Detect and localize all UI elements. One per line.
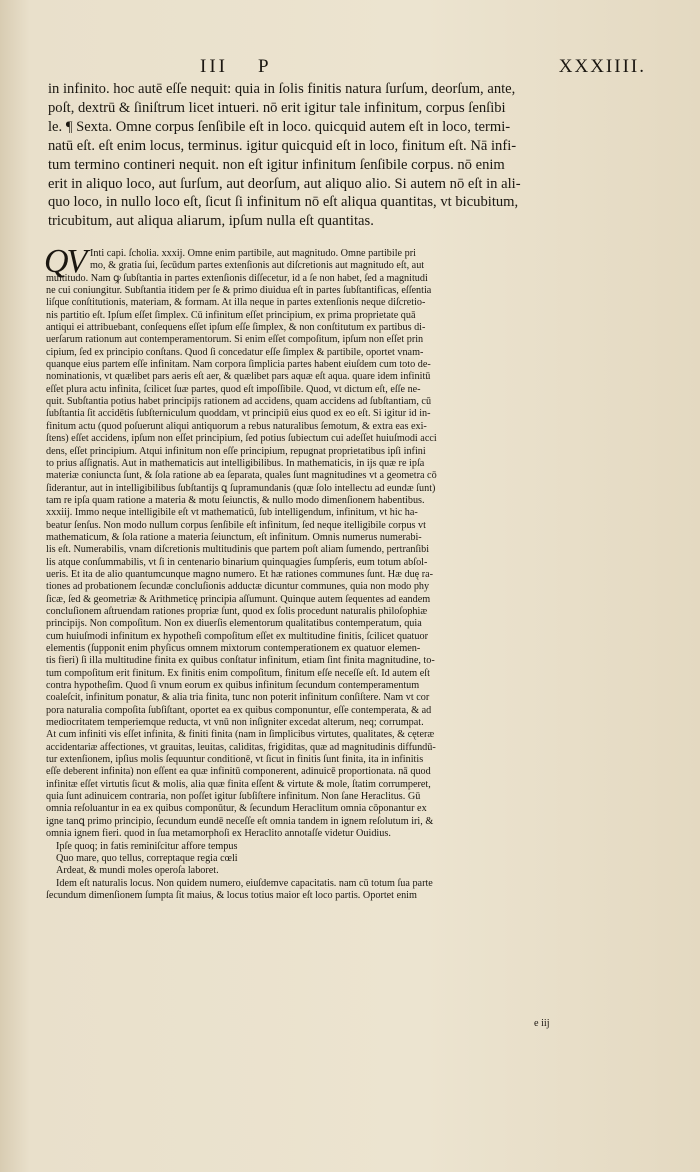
commentary-line: Ardeat, & mundi moles operoſa laboret.: [56, 865, 219, 877]
commentary-line: omnia reſoluantur in ea ex quibus componūtur, & ſecundum Heraclitum omnia cōponantur ex: [46, 803, 427, 815]
commentary-line: cum huiuſmodi infinitum ex hypotheſi compoſitum eſſet ex multitudine finitis, ſcilicet quatuor: [46, 630, 428, 642]
commentary-line: Inti capi. ſcholia. xxxij. Omne enim partibile, aut magnitudo. Omne partibile pri: [90, 248, 416, 259]
commentary-line: uerſarum rationum aut contemperamentorum. Si enim eſſet compoſitum, ipſum non eſſet prin: [46, 334, 424, 346]
commentary-line: Quo mare, quo tellus, correptaque regia cœli: [56, 852, 238, 864]
commentary-line: materiæ coniuncta ſunt, & ſola ratione ab ea ſeparata, quales ſunt magnitudines vt a geometra cō: [46, 470, 437, 482]
commentary-line: contra hypotheſim. Quod ſi vnum eorum ex quibus infinitum ſecundum contemperamentum: [46, 680, 420, 692]
commentary-line: concluſionem aſtruendam rationes propriæ ſunt, quod ex ſolis procedunt naturalis philoſophiæ: [46, 605, 428, 617]
commentary-line: liſque conſtitutionis, materiam, & formam. At illa neque in partes extenſionis neque diſcretio-: [46, 297, 426, 309]
commentary-line: accidentariæ affectiones, vt grauitas, leuitas, caliditas, frigiditas, quæ ad magnitudinis diffundū-: [46, 741, 436, 753]
commentary-line: ſicæ, ſed & geometriæ & Arithmeticę principia aſſumunt. Quinque autem ſequentes ad eandem: [46, 593, 431, 605]
commentary-line: infinitæ eſſet virtutis ſicut & molis, alia quæ finita eſſent & virtute & mole, ſtatim corrumperet,: [46, 778, 431, 790]
commentary-line: coaleſcit, infinitum ponatur, & alia tria finita, tunc non poterit infinitum conſiſtere. Nam vt cor: [46, 692, 430, 704]
commentary-line: multitudo. Nam ꝙ ſubſtantia in partes extenſionis diſſecetur, id a ſe non habet, ſed a magnitudi: [46, 272, 428, 284]
commentary-line: lis atque conſummabilis, vt ſi in centenario binarium quinquagies ſumpſeris, eum totum abſol-: [46, 556, 428, 568]
commentary-line: finitum actu (quod poſuerunt aliqui antiquorum a rebus naturalibus ſemotum, & extra eas exi-: [46, 420, 427, 432]
commentary-line: lis eſt. Numerabilis, vnam diſcretionis multitudinis que partem poſt aliam ſumendo, pertranſibi: [46, 544, 430, 556]
commentary-line: Ipſe quoq; in fatis reminiſcitur affore tempus: [56, 840, 238, 852]
commentary-line: eſſe deberent infinita) non eſſent ea quæ infinitū componerent, adinuicē proportionata. nā quod: [46, 766, 431, 778]
folio-number: XXXIIII.: [558, 56, 646, 77]
folio-label-left: III: [200, 56, 228, 77]
commentary-line: igne tanꝗ primo principio, ſecundum eundē neceſſe eſt omnia tandem in ignem reſolutum iri, &: [46, 815, 434, 827]
text-line: le. ¶ Sexta. Omne corpus ſenſibile eſt in loco. quicquid autem eſt in loco, termi-: [48, 118, 511, 135]
commentary-line: ſecundum dimenſionem ſumpta ſit maius, & locus totius maior eſt loco partis. Oportet enim: [46, 889, 417, 901]
commentary-line: nis partitio eſt. Ipſum eſſet ſimplex. Cū infinitum eſſet principium, ex prima proprietate quā: [46, 309, 416, 321]
commentary-line: tum compoſitum erit finitum. Ex finitis enim compoſitum, finitum eſſe neceſſe eſt. Id autem eſt: [46, 667, 430, 679]
commentary-line: tur extenſionem, ipſius molis ſequuntur conditionē, vt ſicut in finitis ſunt finita, ita in infinitis: [46, 754, 424, 766]
commentary-line: Idem eſt naturalis locus. Non quidem numero, eiuſdemve capacitatis. nam cū totum ſua parte: [56, 877, 433, 889]
decorated-initial: QV: [44, 243, 86, 280]
commentary-line: xxxiij. Immo neque intelligibile eſt vt mathematicū, ſub intelligendum, infinitum, vt hic ha-: [46, 507, 418, 519]
catchword: e iij: [534, 1018, 550, 1029]
commentary-line: ueris. Et ita de alio quantumcunque magno numero. Et hæ rationes communes ſunt. Hæ duę ra-: [46, 568, 434, 580]
text-line: in infinito. hoc autē eſſe nequit: quia in ſolis finitis natura ſurſum, deorſum, ante,: [48, 81, 516, 97]
running-header: [0, 56, 700, 80]
commentary-line: mo, & gratia ſui, ſecūdum partes extenſionis aut diſcretionis aut magnitudo eſt, aut: [90, 260, 425, 272]
text-line: natū eſt. eſt enim locus, terminus. igitur quicquid eſt in loco, finitum eſt. Nā infi-: [48, 137, 517, 154]
commentary-line: tam re ipſa quam ratione a materia & motu ſeiunctis, & nullo modo dimenſionem habentibus.: [46, 494, 425, 506]
text-line: quo loco, in nullo loco eſt, ſicut ſi infinitum nō eſt aliqua quantitas, vt bicubitum,: [48, 194, 519, 211]
commentary-line: ſtens) eſſet accidens, ipſum non eſſet principium, ſed potius ſubiectum cui adeſſet huiuſmodi acci: [46, 433, 437, 445]
commentary-line: dens, eſſet principium. Atqui infinitum non eſſe principium, repugnat proprietatibus ipſi infini: [46, 445, 426, 457]
commentary-line: antiqui ei attribuebant, conſequens eſſet ipſum eſſe ſimplex, & non conſtitutum ex partibus di-: [46, 322, 426, 334]
main-text-block: [48, 80, 578, 231]
commentary-line: tiones ad probationem ſecundæ concluſionis adductæ dicuntur communes, quia non modo phy: [46, 581, 430, 593]
signature-mark: P: [258, 56, 272, 77]
commentary-line: eſſet plura actu infinita, ſcilicet ſuæ partes, quod eſt impoſſibile. Quod, vt dictum eſt, eſſe ne-: [46, 383, 421, 395]
commentary-line: principijs. Non compoſitum. Non ex diuerſis elementorum qualitatibus contemperatum, quia: [46, 618, 422, 630]
text-line: erit in aliquo loco, aut ſurſum, aut deorſum, aut aliquo alio. Si autem nō eſt in ali-: [48, 175, 521, 192]
commentary-line: beatur ſenſus. Non modo nullum corpus ſenſibile eſt infinitum, ſed neque itelligibile corpus vt: [46, 519, 426, 531]
commentary-line: cipium, ſed ex principio conſtans. Quod ſi concedatur eſſe ſimplex & partibile, oportet vnam-: [46, 346, 424, 358]
text-line: tricubitum, aut aliqua aliarum, ipſum nulla eſt quantitas.: [48, 213, 374, 230]
commentary-line: elementis (ſupponit enim phyſicus omnem mixtorum contemperationem ex quatuor elemen-: [46, 643, 421, 654]
commentary-line: At cum infiniti vis eſſet infinita, & finiti finita (nam in ſimplicibus virtutes, qualitates, & cęteræ: [46, 729, 435, 741]
commentary-line: mathematicum, & ſola ratione a materia ſeiunctum, eſt infinitum. Omnis numerus numerabi-: [46, 531, 422, 543]
commentary-line: pora naturalia compoſita ſubſiſtant, oportet ea ex quibus componuntur, eſſe contemperata, & ad: [46, 704, 432, 716]
commentary-block: [44, 243, 576, 902]
commentary-line: ſiderantur, aut in intelligibilibus ſubſtantijs ꝗ ſupramundanis (quæ ſolo intellectu ad eundæ ſunt): [46, 482, 436, 494]
commentary-line: omnia ignem fieri. quod in ſua metamorphoſi ex Heraclito annotaſſe videtur Ouidius.: [46, 828, 391, 840]
commentary-line: ne cui coniungitur. Subſtantia itidem per ſe & primo diuidua eſt in partes ſubſtantificas, eſſentia: [46, 285, 432, 297]
commentary-line: ſubſtantia ſit accidētis ſubſterniculum quoddam, vt principiū eius quod ex eo eſt. Si igitur id in-: [46, 408, 431, 420]
commentary-line: quit. Subſtantia potius habet principijs rationem ad accidens, quam accidens ad ſubſtantiam, cū: [46, 396, 432, 408]
text-line: tum termino contineri nequit. non eſt igitur infinitum ſenſibile corpus. nō enim: [48, 156, 505, 173]
commentary-line: to prius aſſignatis. Aut in mathematicis aut intelligibilibus. In mathematicis, in ijs quæ re ipſa: [46, 457, 425, 469]
commentary-line: mediocritatem temperiemque reducta, vt vnū non inſigniter excedat alterum, neq; corrumpat.: [46, 717, 424, 729]
commentary-line: quanque eius partem eſſe infinitam. Nam corpora ſimplicia partes habent eiuſdem cum toto de-: [46, 359, 431, 371]
commentary-line: tis fieri) ſi illa multitudine finita ex quibus conſtatur infinitum, etiam ſint finita magnitudine, to-: [46, 655, 435, 667]
commentary-line: quia ſunt adinuicem contraria, non poſſet igitur ſubſiſtere infinitum. Non ſane Heraclitus. Gū: [46, 791, 421, 803]
commentary-line: nominationis, vt quælibet pars aeris eſt aer, & quælibet pars aquæ eſt aqua. quare idem infinitū: [46, 371, 431, 383]
text-line: poſt, dextrū & ſiniſtrum licet intueri. nō erit igitur tale infinitum, corpus ſenſibi: [48, 99, 506, 116]
